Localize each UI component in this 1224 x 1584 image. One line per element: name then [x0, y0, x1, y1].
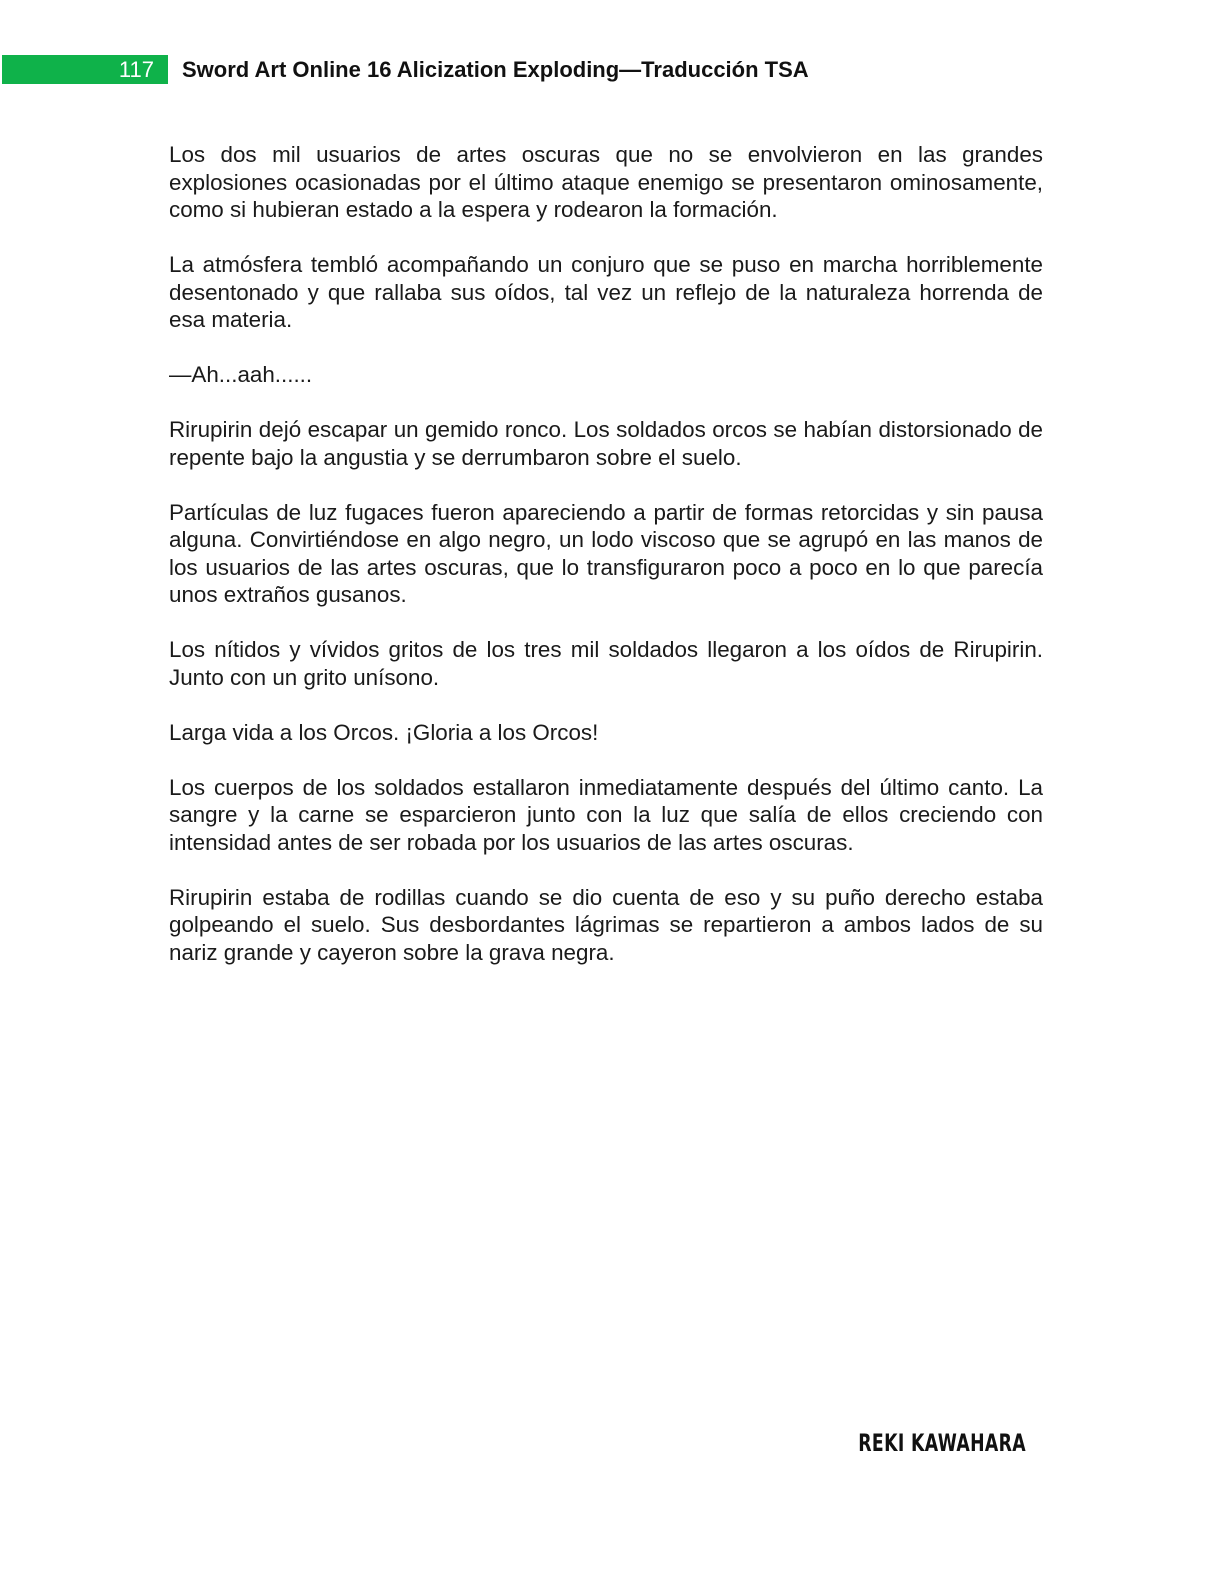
book-title: Sword Art Online 16 Alicization Exploding—Traducción TSA — [182, 57, 809, 82]
paragraph: —Ah...aah...... — [169, 362, 313, 387]
paragraph: Partículas de luz fugaces fueron apareciendo a partir de formas retorcidas y sin pausa alguna. Convirtiéndose en algo negro, un lodo viscoso que se agrupó en las manos de los usuarios de las artes oscuras, que lo transfiguraron poco a poco en lo que parecía unos extraños gusanos. — [169, 499, 1043, 607]
paragraph: Rirupirin estaba de rodillas cuando se dio cuenta de eso y su puño derecho estaba golpeando el suelo. Sus desbordantes lágrimas se repartieron a ambos lados de su nariz grande y cayeron sobre la grava negra. — [169, 884, 1043, 965]
paragraph: Los cuerpos de los soldados estallaron inmediatamente después del último canto. La sangre y la carne se esparcieron junto con la luz que salía de ellos creciendo con intensidad antes de ser robada por los usuarios de las artes oscuras. — [169, 774, 1043, 855]
page-body — [169, 141, 1043, 994]
paragraph: Los dos mil usuarios de artes oscuras que no se envolvieron en las grandes explosiones ocasionadas por el último ataque enemigo se presentaron ominosamente, como si hubieran estado a la espera y rodearon la formación. — [169, 142, 1043, 222]
page-header — [0, 55, 1224, 85]
paragraph: Los nítidos y vívidos gritos de los tres mil soldados llegaron a los oídos de Rirupirin. Junto con un grito unísono. — [169, 637, 1043, 690]
paragraph: La atmósfera tembló acompañando un conjuro que se puso en marcha horriblemente desentonado y que rallaba sus oídos, tal vez un reflejo de la naturaleza horrenda de esa materia. — [169, 252, 1043, 332]
paragraph: Rirupirin dejó escapar un gemido ronco. Los soldados orcos se habían distorsionado de repente bajo la angustia y se derrumbaron sobre el suelo. — [169, 417, 1043, 470]
paragraph: Larga vida a los Orcos. ¡Gloria a los Orcos! — [169, 719, 599, 745]
page-number: 117 — [2, 55, 168, 84]
author-name: REKI KAWAHARA — [858, 1429, 1026, 1457]
